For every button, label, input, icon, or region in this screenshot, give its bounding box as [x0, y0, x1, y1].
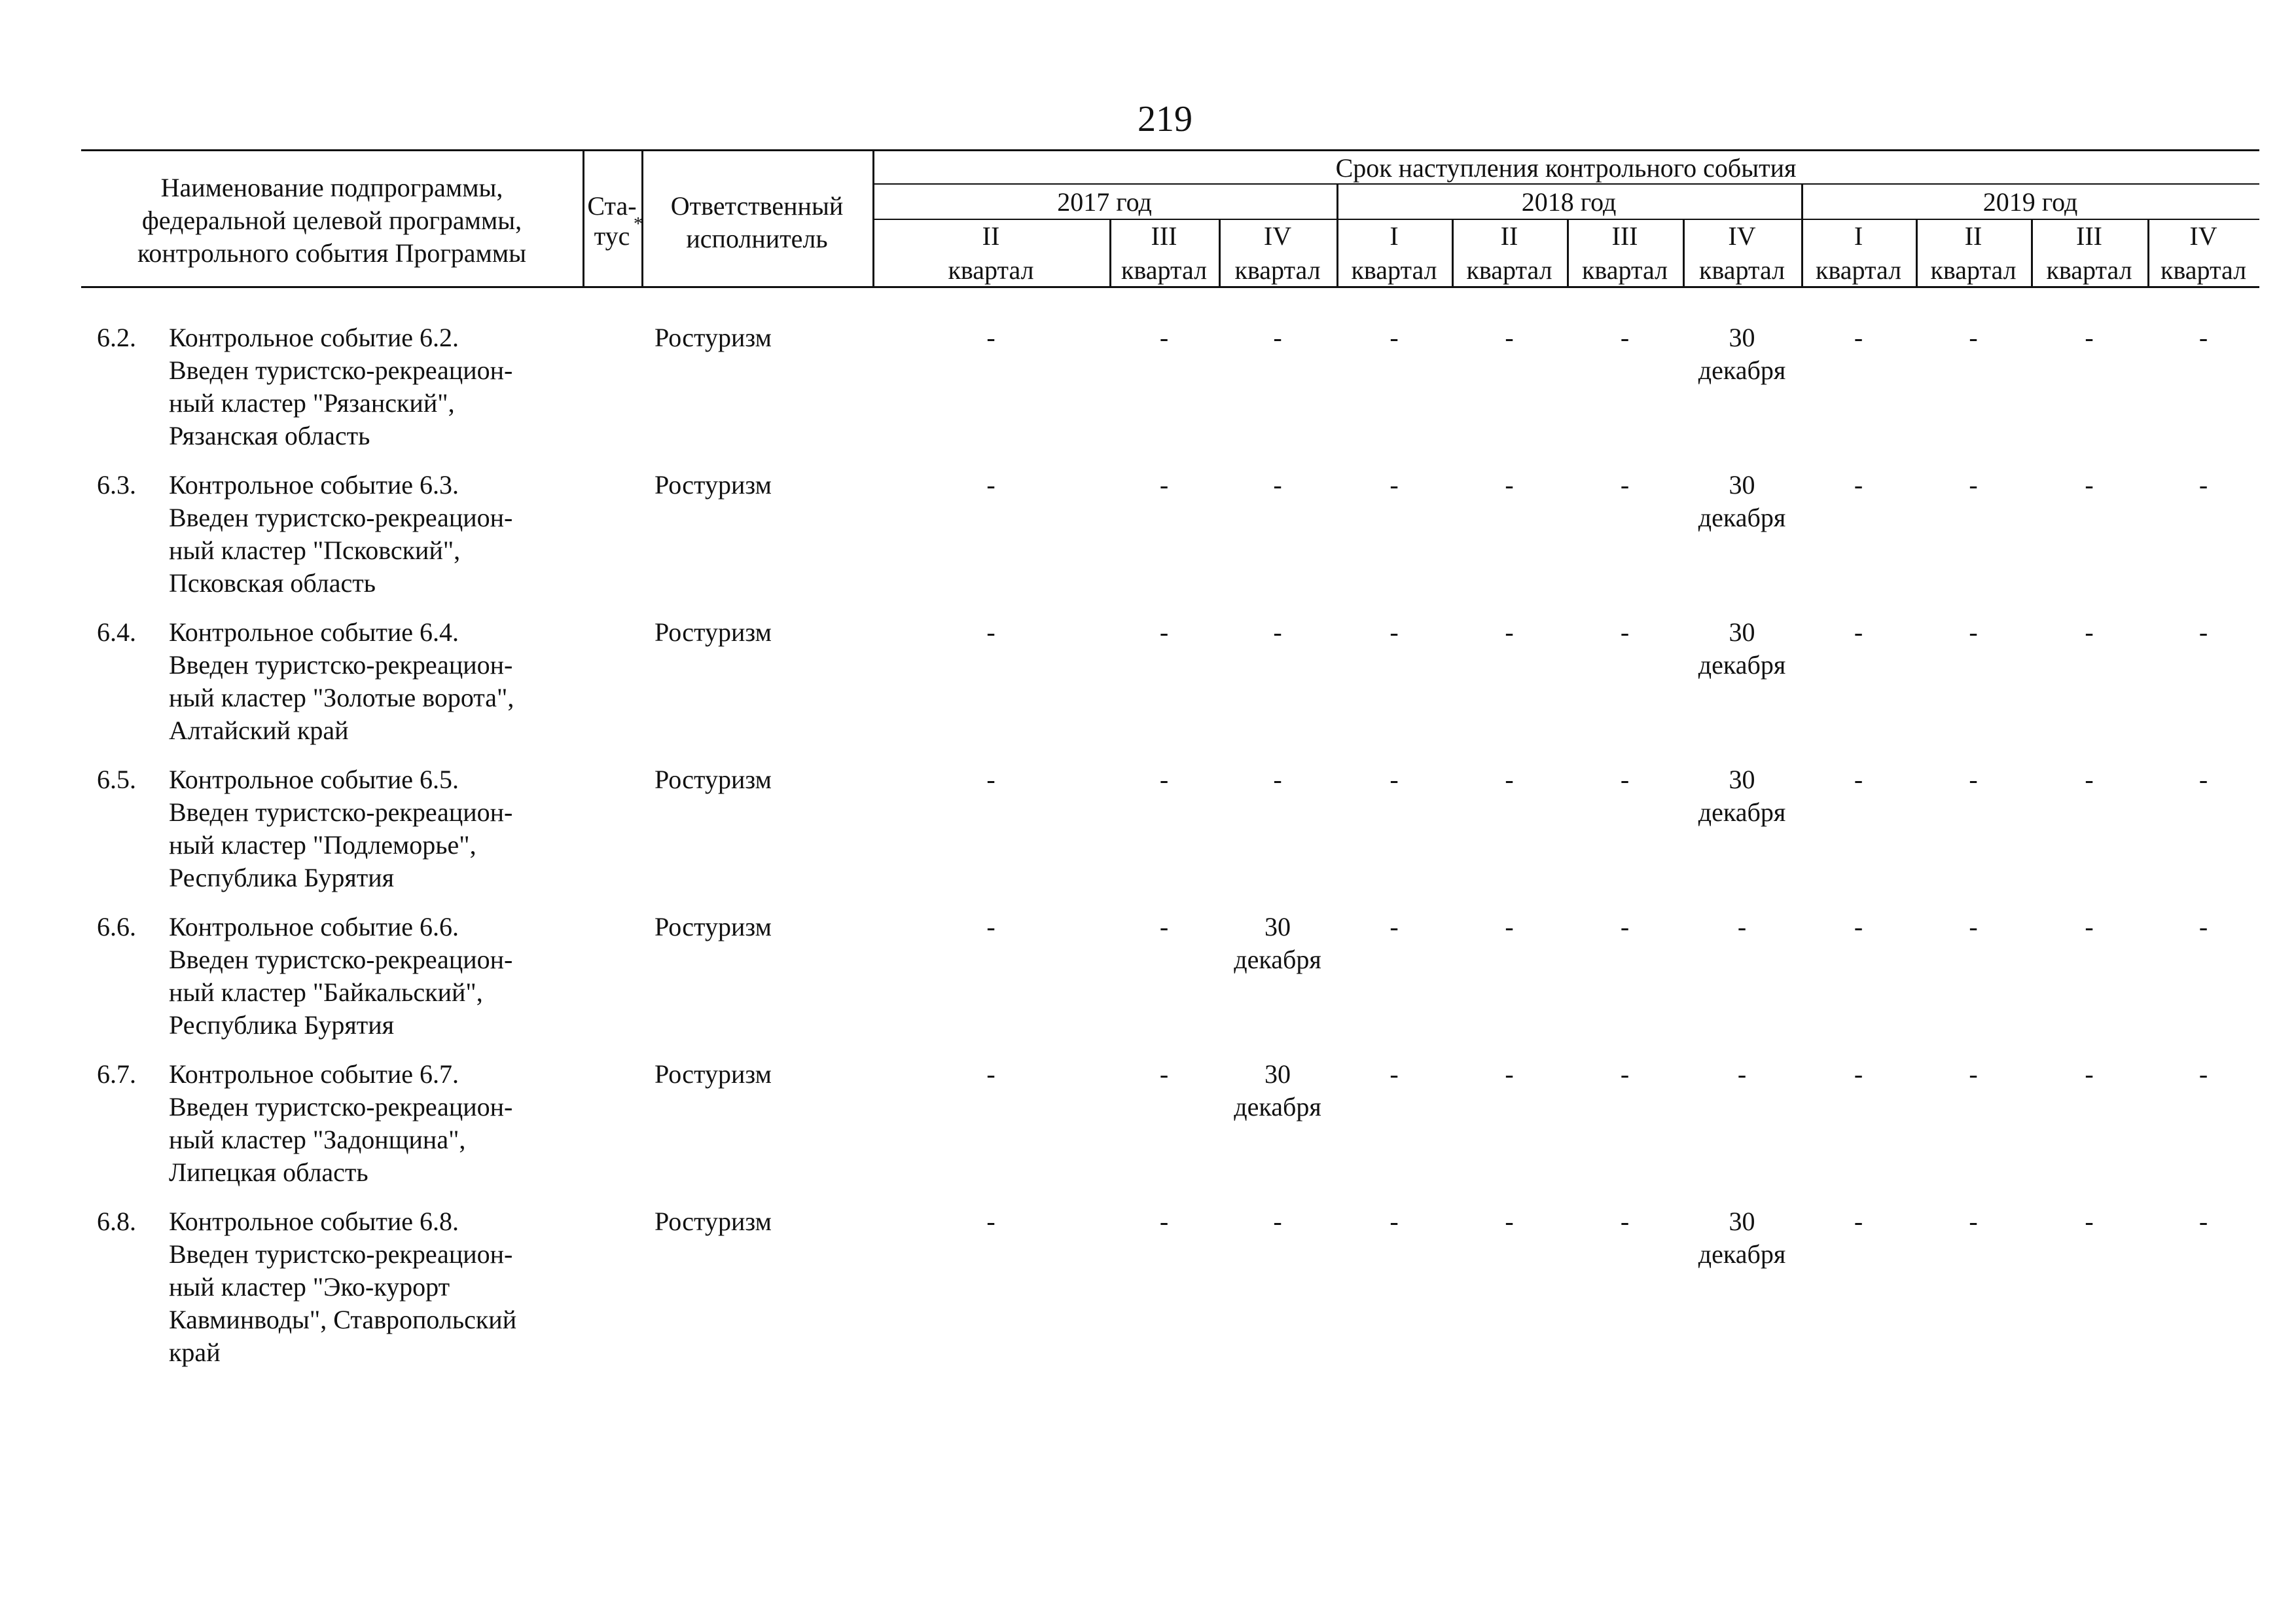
row-event-line: Введен туристско-рекреацион- — [169, 1239, 513, 1269]
row-event-line: Псковская область — [169, 568, 376, 598]
row-deadline-dash: - — [1159, 470, 1169, 500]
row-deadline-date: 30 — [1729, 1207, 1755, 1236]
row-deadline-dash: - — [1854, 912, 1863, 941]
row-deadline-dash: - — [1737, 912, 1747, 941]
row-event-line: Контрольное событие 6.2. — [169, 323, 459, 352]
row-deadline-dash: - — [1273, 470, 1282, 500]
row-deadline-dash: - — [1854, 470, 1863, 500]
row-deadline-date: 30 — [1729, 617, 1755, 647]
row-executor: Ростуризм — [655, 912, 772, 941]
row-event-line: ный кластер "Псковский", — [169, 536, 461, 565]
header-name-line: федеральной целевой программы, — [141, 206, 522, 235]
row-event-line: ный кластер "Байкальский", — [169, 977, 483, 1007]
header-executor-line: исполнитель — [686, 224, 828, 253]
row-deadline-dash: - — [2198, 765, 2208, 794]
row-event-line: ный кластер "Эко-курорт — [169, 1272, 450, 1302]
row-deadline-dash: - — [1273, 765, 1282, 794]
row-event-line: ный кластер "Рязанский", — [169, 388, 455, 418]
row-deadline-dash: - — [986, 765, 996, 794]
page-number: 219 — [1138, 99, 1193, 139]
row-deadline-dash: - — [1854, 1059, 1863, 1089]
row-deadline-dash: - — [1505, 1207, 1514, 1236]
header-quarter-word: квартал — [1351, 255, 1437, 285]
row-deadline-date: декабря — [1698, 650, 1786, 680]
row-event-line: Введен туристско-рекреацион- — [169, 797, 513, 827]
row-event-line: ный кластер "Задонщина", — [169, 1125, 466, 1154]
row-event-line: Республика Бурятия — [169, 863, 395, 892]
row-deadline-dash: - — [2085, 765, 2094, 794]
row-deadline-dash: - — [1737, 1059, 1747, 1089]
header-quarter-word: квартал — [2160, 255, 2247, 285]
row-deadline-dash: - — [2198, 617, 2208, 647]
row-deadline-dash: - — [1159, 1207, 1169, 1236]
row-number: 6.8. — [97, 1207, 136, 1236]
header-quarter-numeral: IV — [1263, 221, 1292, 251]
row-event-line: ный кластер "Подлеморье", — [169, 830, 476, 860]
row-executor: Ростуризм — [655, 323, 772, 352]
header-quarter-numeral: III — [2076, 221, 2102, 251]
row-number: 6.6. — [97, 912, 136, 941]
row-event-line: Кавминводы", Ставропольский — [169, 1305, 517, 1334]
header-quarter-word: квартал — [1815, 255, 1902, 285]
row-deadline-date: 30 — [1729, 470, 1755, 500]
header-quarter-numeral: II — [982, 221, 1000, 251]
header-quarter-word: квартал — [1466, 255, 1552, 285]
row-deadline-dash: - — [1969, 765, 1978, 794]
row-deadline-dash: - — [1273, 617, 1282, 647]
row-deadline-dash: - — [1159, 323, 1169, 352]
row-deadline-dash: - — [1969, 617, 1978, 647]
header-status-asterisk: * — [634, 214, 643, 234]
row-deadline-dash: - — [986, 470, 996, 500]
row-event-line: Контрольное событие 6.5. — [169, 765, 459, 794]
row-deadline-dash: - — [1620, 470, 1630, 500]
row-deadline-dash: - — [2085, 470, 2094, 500]
row-deadline-dash: - — [986, 617, 996, 647]
row-deadline-dash: - — [986, 1207, 996, 1236]
row-executor: Ростуризм — [655, 617, 772, 647]
header-quarter-word: квартал — [1581, 255, 1668, 285]
row-deadline-date: декабря — [1234, 1092, 1321, 1122]
row-event-line: Введен туристско-рекреацион- — [169, 356, 513, 385]
row-deadline-dash: - — [986, 1059, 996, 1089]
header-quarter-word: квартал — [1234, 255, 1321, 285]
header-status-line: Ста- — [587, 191, 637, 221]
row-deadline-dash: - — [1969, 323, 1978, 352]
row-event-line: Липецкая область — [169, 1158, 368, 1187]
row-deadline-dash: - — [2085, 912, 2094, 941]
row-deadline-dash: - — [1854, 1207, 1863, 1236]
row-deadline-dash: - — [1159, 1059, 1169, 1089]
header-quarter-word: квартал — [948, 255, 1034, 285]
row-deadline-date: декабря — [1698, 1239, 1786, 1269]
header-status-line: тус — [594, 221, 630, 251]
row-deadline-dash: - — [2198, 1207, 2208, 1236]
row-deadline-dash: - — [1620, 912, 1630, 941]
header-name-line: Наименование подпрограммы, — [160, 173, 503, 202]
row-deadline-dash: - — [1390, 765, 1399, 794]
row-deadline-dash: - — [1390, 323, 1399, 352]
row-deadline-dash: - — [2085, 617, 2094, 647]
row-event-line: Введен туристско-рекреацион- — [169, 650, 513, 680]
row-deadline-dash: - — [1390, 617, 1399, 647]
row-deadline-date: декабря — [1698, 356, 1786, 385]
row-deadline-dash: - — [986, 912, 996, 941]
row-deadline-dash: - — [1505, 470, 1514, 500]
row-number: 6.2. — [97, 323, 136, 352]
row-deadline-date: 30 — [1729, 323, 1755, 352]
row-deadline-dash: - — [2198, 912, 2208, 941]
row-event-line: Контрольное событие 6.6. — [169, 912, 459, 941]
header-quarter-numeral: IV — [1728, 221, 1756, 251]
header-quarter-numeral: I — [1854, 221, 1863, 251]
row-event-line: Контрольное событие 6.4. — [169, 617, 459, 647]
row-deadline-dash: - — [1620, 617, 1630, 647]
row-deadline-dash: - — [1159, 617, 1169, 647]
row-deadline-date: 30 — [1265, 1059, 1291, 1089]
row-deadline-dash: - — [1969, 1059, 1978, 1089]
header-top-rule — [81, 149, 2259, 151]
row-deadline-date: декабря — [1698, 503, 1786, 532]
header-year: 2017 год — [1057, 187, 1152, 217]
header-quarter-numeral: III — [1611, 221, 1638, 251]
row-deadline-dash: - — [1273, 1207, 1282, 1236]
row-event-line: Введен туристско-рекреацион- — [169, 1092, 513, 1122]
header-year: 2019 год — [1982, 187, 2078, 217]
row-executor: Ростуризм — [655, 1207, 772, 1236]
row-number: 6.4. — [97, 617, 136, 647]
row-deadline-date: декабря — [1234, 945, 1321, 974]
row-deadline-dash: - — [2198, 323, 2208, 352]
row-deadline-date: декабря — [1698, 797, 1786, 827]
row-event-line: Алтайский край — [169, 716, 349, 745]
row-number: 6.5. — [97, 765, 136, 794]
row-deadline-dash: - — [1969, 912, 1978, 941]
header-quarter-word: квартал — [2046, 255, 2132, 285]
row-event-line: ный кластер "Золотые ворота", — [169, 683, 514, 712]
row-deadline-dash: - — [1505, 912, 1514, 941]
row-deadline-dash: - — [1620, 1207, 1630, 1236]
header-quarter-word: квартал — [1698, 255, 1785, 285]
row-deadline-dash: - — [1620, 1059, 1630, 1089]
row-event-line: Введен туристско-рекреацион- — [169, 503, 513, 532]
header-quarter-numeral: II — [1964, 221, 1982, 251]
row-deadline-dash: - — [1969, 1207, 1978, 1236]
header-quarter-numeral: II — [1500, 221, 1518, 251]
row-deadline-dash: - — [1620, 765, 1630, 794]
row-deadline-dash: - — [1390, 912, 1399, 941]
row-deadline-dash: - — [1159, 912, 1169, 941]
row-deadline-dash: - — [1390, 1059, 1399, 1089]
row-number: 6.3. — [97, 470, 136, 500]
row-deadline-date: 30 — [1265, 912, 1291, 941]
row-deadline-dash: - — [1505, 323, 1514, 352]
header-quarter-numeral: I — [1390, 221, 1399, 251]
header-name-line: контрольного события Программы — [137, 238, 527, 268]
row-deadline-dash: - — [1505, 617, 1514, 647]
row-deadline-dash: - — [1620, 323, 1630, 352]
row-event-line: Введен туристско-рекреацион- — [169, 945, 513, 974]
row-deadline-dash: - — [2198, 470, 2208, 500]
header-year: 2018 год — [1521, 187, 1617, 217]
row-deadline-dash: - — [1969, 470, 1978, 500]
row-event-line: Рязанская область — [169, 421, 370, 450]
header-executor-line: Ответственный — [670, 191, 844, 221]
row-deadline-dash: - — [2085, 1207, 2094, 1236]
header-deadline-title: Срок наступления контрольного события — [1335, 153, 1797, 183]
row-event-line: край — [169, 1338, 221, 1367]
row-executor: Ростуризм — [655, 1059, 772, 1089]
row-event-line: Контрольное событие 6.3. — [169, 470, 459, 500]
row-deadline-dash: - — [1390, 1207, 1399, 1236]
header-quarter-numeral: IV — [2189, 221, 2217, 251]
header-quarter-numeral: III — [1151, 221, 1177, 251]
row-event-line: Контрольное событие 6.7. — [169, 1059, 459, 1089]
row-deadline-dash: - — [1854, 765, 1863, 794]
row-deadline-dash: - — [2198, 1059, 2208, 1089]
row-deadline-dash: - — [1159, 765, 1169, 794]
row-deadline-dash: - — [1854, 323, 1863, 352]
row-deadline-dash: - — [1390, 470, 1399, 500]
row-deadline-dash: - — [1505, 1059, 1514, 1089]
header-quarter-word: квартал — [1930, 255, 2017, 285]
row-deadline-date: 30 — [1729, 765, 1755, 794]
row-event-line: Контрольное событие 6.8. — [169, 1207, 459, 1236]
row-executor: Ростуризм — [655, 470, 772, 500]
row-deadline-dash: - — [2085, 323, 2094, 352]
row-deadline-dash: - — [1505, 765, 1514, 794]
row-number: 6.7. — [97, 1059, 136, 1089]
row-deadline-dash: - — [1854, 617, 1863, 647]
row-deadline-dash: - — [1273, 323, 1282, 352]
row-executor: Ростуризм — [655, 765, 772, 794]
row-deadline-dash: - — [2085, 1059, 2094, 1089]
row-deadline-dash: - — [986, 323, 996, 352]
header-quarter-word: квартал — [1121, 255, 1208, 285]
row-event-line: Республика Бурятия — [169, 1010, 395, 1040]
